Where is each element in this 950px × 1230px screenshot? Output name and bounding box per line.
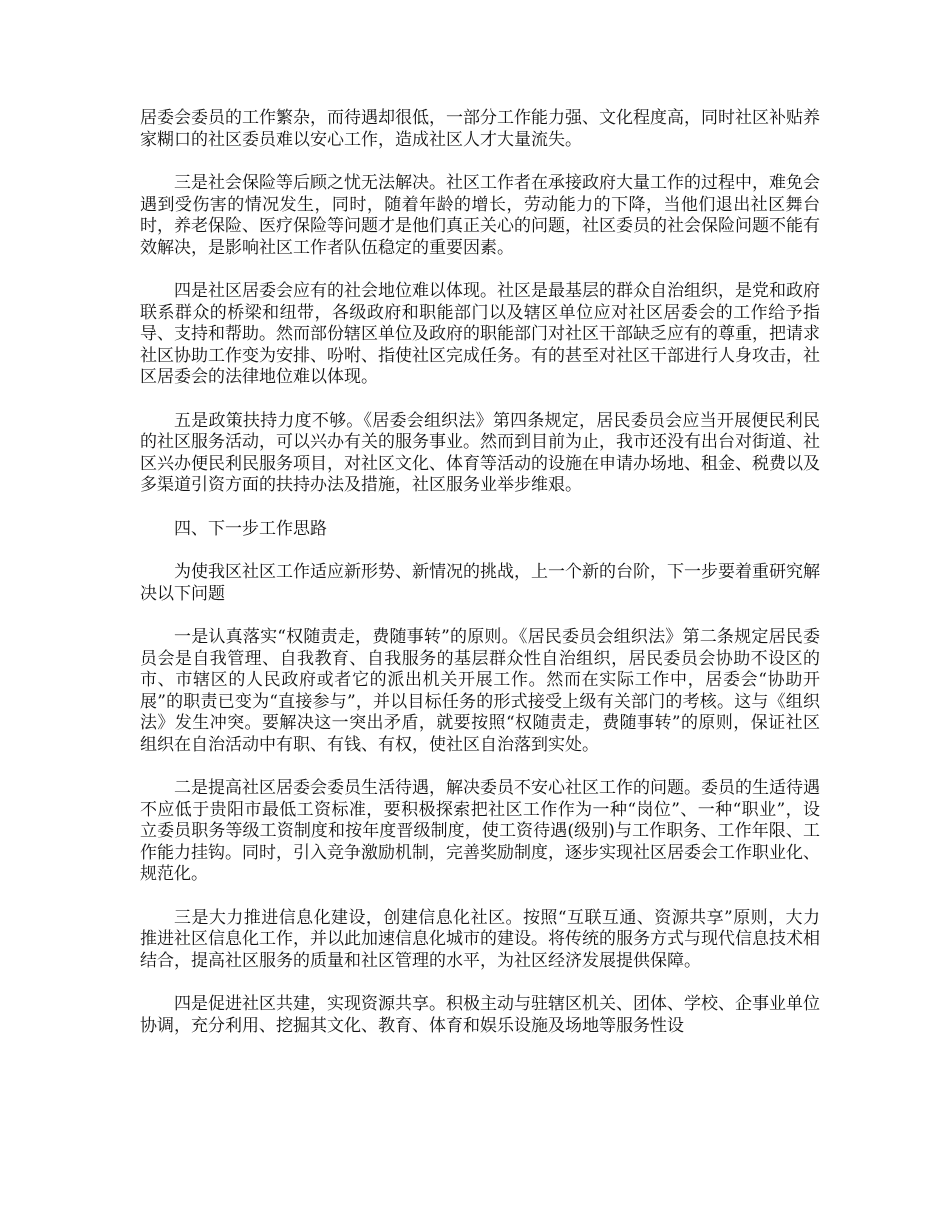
paragraph-point-two: 二是提高社区居委会委员生活待遇，解决委员不安心社区工作的问题。委员的生适待遇不应低于贵阳市最低工资标准，要积极探索把社区工作作为一种“岗位”、一种“职业”，设立委员职务等级工资制度和按年度晋级制度，使工资待遇(级别)与工作职务、工作年限、工作能力挂钩。同时，引入竞争激励机制，完善奖励制度，逐步实现社区居委会工作职业化、规范化。 — [140, 778, 820, 884]
paragraph-point-one: 一是认真落实“权随责走，费随事转”的原则。《居民委员会组织法》第二条规定居民委员会是自我管理、自我教育、自我服务的基层群众性自治组织，居民委员会协助不设区的市、市辖区的人民政府或者它的派出机关开展工作。然而在实际工作中，居委会“协助开展”的职责已变为“直接参与”，并以目标任务的形式接受上级有关部门的考核。这与《组织法》发生冲突。要解决这一突出矛盾，就要按照“权随责走，费随事转”的原则，保证社区组织在自治活动中有职、有钱、有权，使社区自治落到实处。 — [140, 627, 820, 755]
paragraph-policy-support: 五是政策扶持力度不够。《居委会组织法》第四条规定，居民委员会应当开展便民利民的社区服务活动，可以兴办有关的服务事业。然而到目前为止，我市还没有出台对街道、社区兴办便民利民服务项目，对社区文化、体育等活动的设施在申请办场地、租金、税费以及多渠道引资方面的扶持办法及措施，社区服务业举步维艰。 — [140, 410, 820, 495]
paragraph-point-four: 四是促进社区共建，实现资源共享。积极主动与驻辖区机关、团体、学校、企事业单位协调，充分利用、挖掘其文化、教育、体育和娱乐设施及场地等服务性设 — [140, 994, 820, 1036]
section-heading-next-steps: 四、下一步工作思路 — [174, 518, 327, 539]
paragraph-social-insurance: 三是社会保险等后顾之忧无法解决。社区工作者在承接政府大量工作的过程中，难免会遇到受伤害的情况发生，同时，随着年龄的增长，劳动能力的下降，当他们退出社区舞台时，养老保险、医疗保险等问题才是他们真正关心的问题，社区委员的社会保险问题不能有效解决，是影响社区工作者队伍稳定的重要因素。 — [140, 173, 820, 258]
paragraph-point-three: 三是大力推进信息化建设，创建信息化社区。按照“互联互通、资源共享”原则，大力推进社区信息化工作，并以此加速信息化城市的建设。将传统的服务方式与现代信息技术相结合，提高社区服务的质量和社区管理的水平，为社区经济发展提供保障。 — [140, 907, 820, 971]
paragraph-intro-issues: 为使我区社区工作适应新形势、新情况的挑战，上一个新的台阶，下一步要着重研究解决以下问题 — [140, 562, 820, 604]
document-page — [140, 108, 820, 1059]
paragraph-social-status: 四是社区居委会应有的社会地位难以体现。社区是最基层的群众自治组织，是党和政府联系群众的桥梁和纽带，各级政府和职能部门以及辖区单位应对社区居委会的工作给予指导、支持和帮助。然而部份辖区单位及政府的职能部门对社区干部缺乏应有的尊重，把请求社区协助工作变为安排、吩咐、指使社区完成任务。有的甚至对社区干部进行人身攻击，社区居委会的法律地位难以体现。 — [140, 281, 820, 387]
paragraph-continuation: 居委会委员的工作繁杂，而待遇却很低，一部分工作能力强、文化程度高，同时社区补贴养家糊口的社区委员难以安心工作，造成社区人才大量流失。 — [140, 108, 820, 150]
